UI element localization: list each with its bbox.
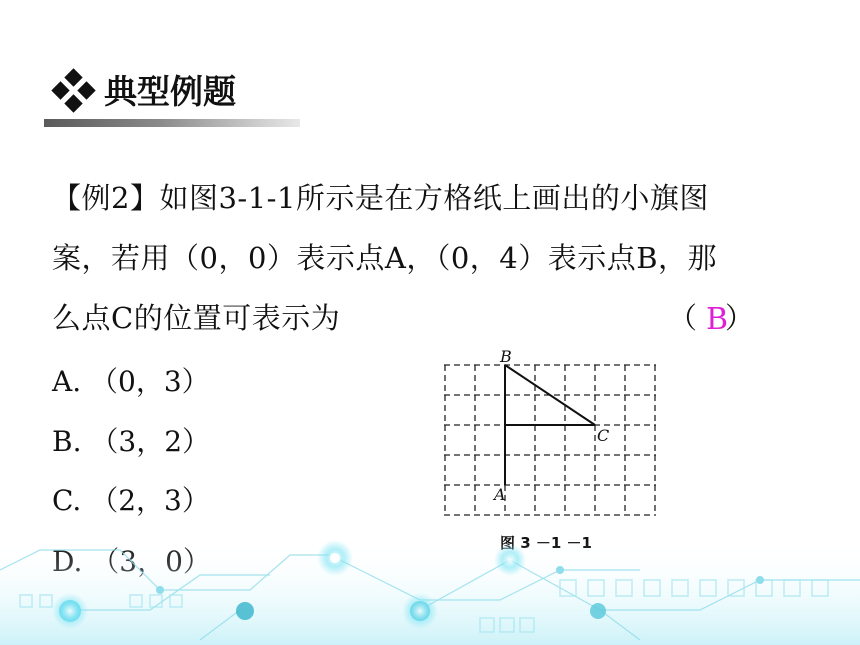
- question-line-2: 案，若用（0，0）表示点A，（0，4）表示点B，那: [52, 241, 718, 275]
- point-label-b: B: [500, 347, 512, 366]
- flag-shape: [505, 365, 595, 485]
- section-title: 典型例题: [104, 72, 236, 111]
- point-label-a: A: [494, 485, 506, 504]
- option-a: A. （0，3）: [52, 365, 210, 398]
- option-b: B. （3，2）: [52, 425, 211, 458]
- dashed-grid: [444, 365, 656, 515]
- diamond-cluster-icon: [50, 68, 98, 116]
- question-line-1: 【例2】如图3-1-1所示是在方格纸上画出的小旗图: [52, 181, 709, 215]
- title-underline: [44, 119, 300, 127]
- answer-letter: B: [706, 302, 729, 337]
- question-line-3: 么点C的位置可表示为: [52, 301, 341, 335]
- option-c: C. （2，3）: [52, 484, 210, 517]
- point-label-c: C: [597, 426, 610, 445]
- circuit-decoration: [0, 500, 860, 645]
- bracket-open: （: [668, 301, 698, 335]
- bracket-close: ）: [725, 301, 755, 335]
